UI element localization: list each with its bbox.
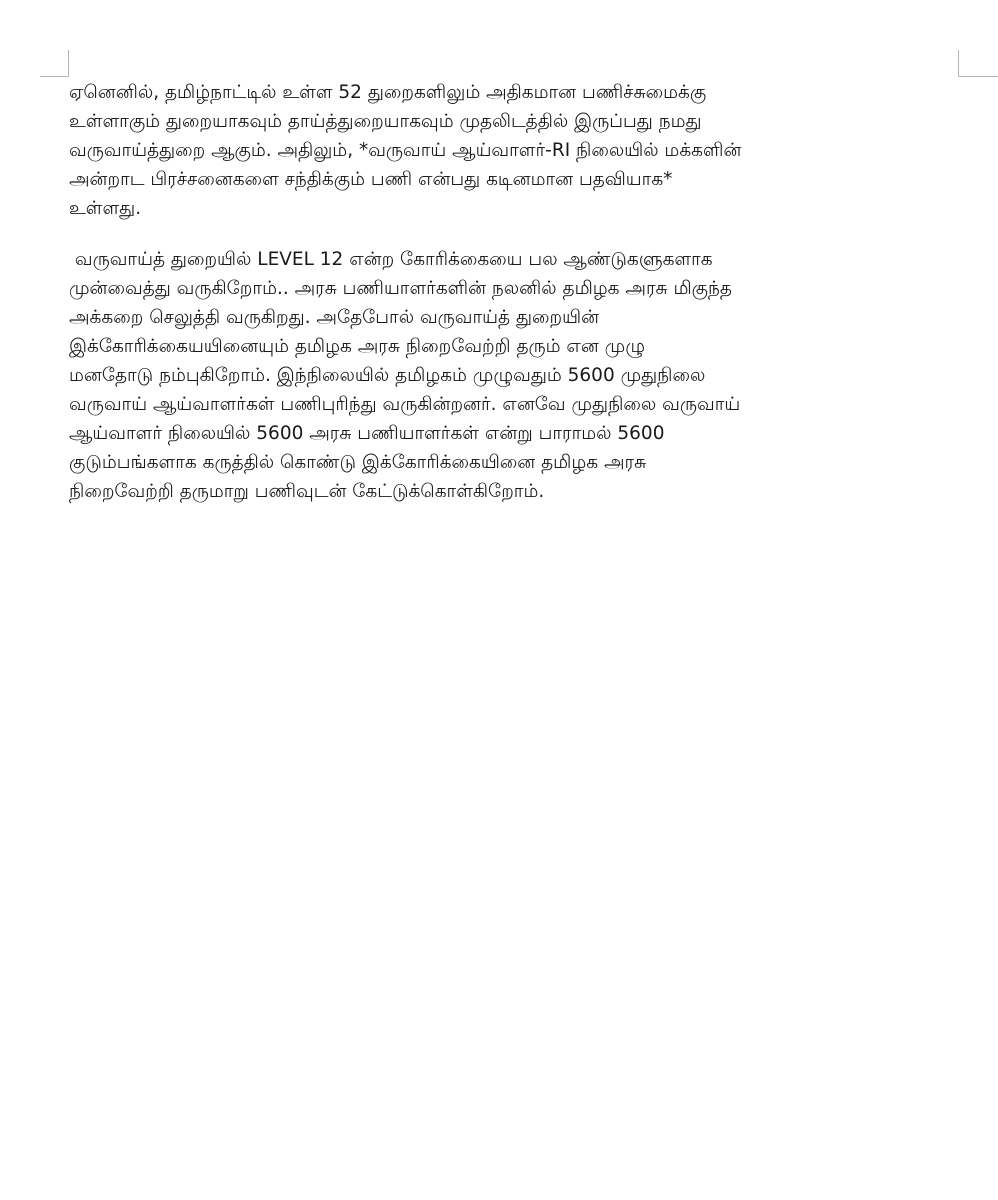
paragraph-2: [69, 245, 949, 506]
paragraph-1: [69, 78, 949, 223]
text-line: வருவாய்த்துறை ஆகும். அதிலும், *வருவாய் ஆய்வாளர்-RI நிலையில் மக்களின்: [69, 140, 742, 161]
text-line: நிறைவேற்றி தருமாறு பணிவுடன் கேட்டுக்கொள்கிறோம்.: [69, 481, 545, 502]
text-line: முன்வைத்து வருகிறோம்.. அரசு பணியாளர்களின் நலனில் தமிழக அரசு மிகுந்த: [69, 278, 732, 299]
text-line: வருவாய்த் துறையில் LEVEL 12 என்ற கோரிக்கையை பல ஆண்டுகளுகளாக: [69, 249, 713, 270]
text-line: அன்றாட பிரச்சனைகளை சந்திக்கும் பணி என்பது கடினமான பதவியாக*: [69, 169, 673, 190]
document-body[interactable]: [69, 78, 949, 506]
text-line: மனதோடு நம்புகிறோம். இந்நிலையில் தமிழகம் முழுவதும் 5600 முதுநிலை: [69, 365, 706, 386]
text-line: குடும்பங்களாக கருத்தில் கொண்டு இக்கோரிக்கையினை தமிழக அரசு: [69, 452, 647, 473]
crop-mark-top-left: [40, 50, 69, 77]
text-line: வருவாய் ஆய்வாளர்கள் பணிபுரிந்து வருகின்றனர். எனவே முதுநிலை வருவாய்: [69, 394, 741, 415]
text-line: இக்கோரிக்கையயினையும் தமிழக அரசு நிறைவேற்றி தரும் என முழு: [69, 336, 645, 357]
text-line: ஏனெனில், தமிழ்நாட்டில் உள்ள 52 துறைகளிலும் அதிகமான பணிச்சுமைக்கு: [69, 82, 707, 103]
text-line: உள்ளது.: [69, 198, 142, 219]
crop-mark-top-right: [958, 50, 998, 77]
text-line: அக்கறை செலுத்தி வருகிறது. அதேபோல் வருவாய்த் துறையின்: [69, 307, 600, 328]
text-line: உள்ளாகும் துறையாகவும் தாய்த்துறையாகவும் முதலிடத்தில் இருப்பது நமது: [69, 111, 702, 132]
text-line: ஆய்வாளர் நிலையில் 5600 அரசு பணியாளர்கள் என்று பாராமல் 5600: [69, 423, 665, 444]
